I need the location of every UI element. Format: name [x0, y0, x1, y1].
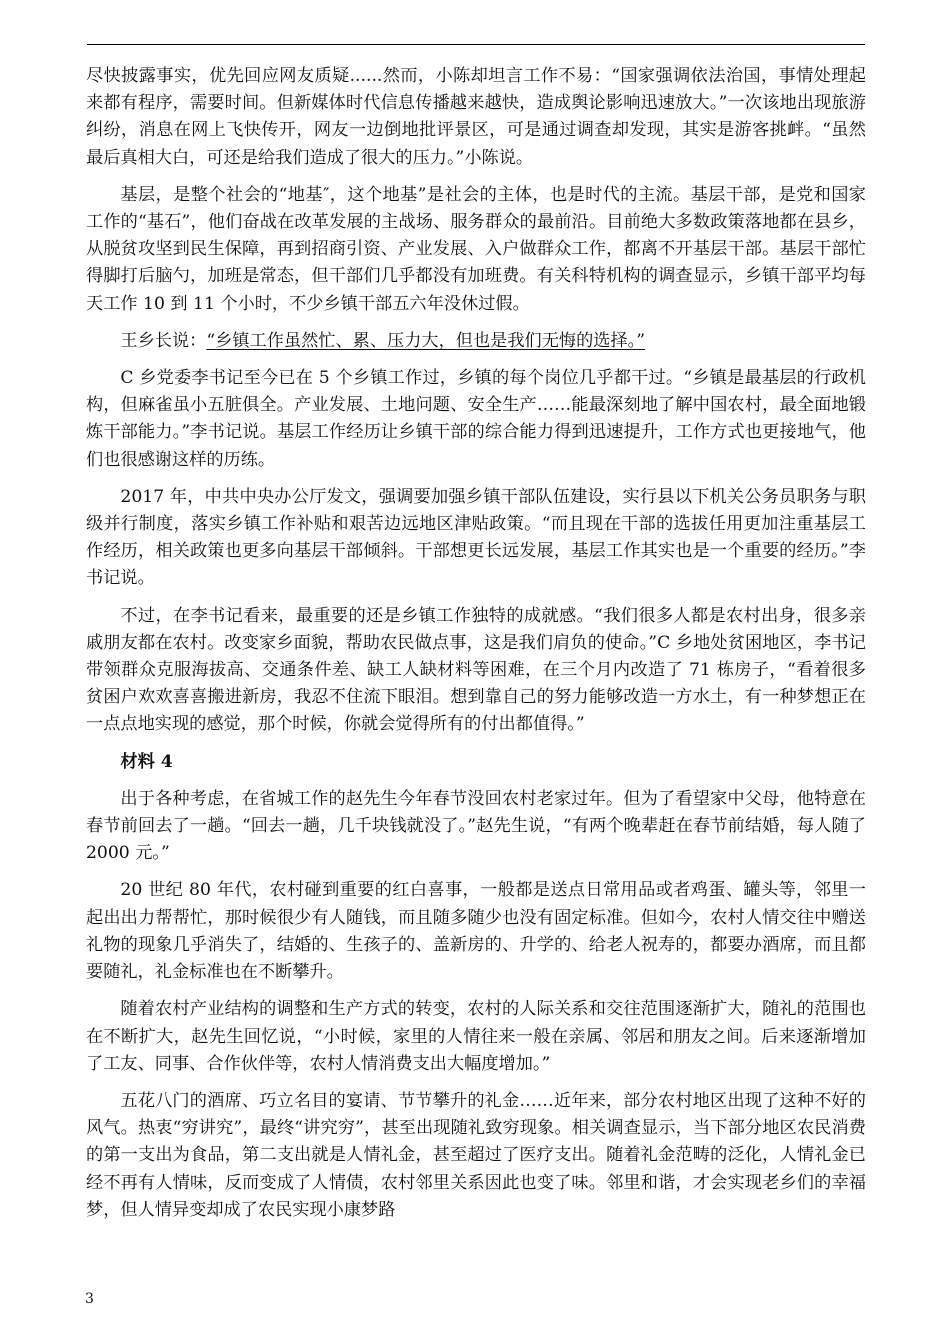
- paragraph: 尽快披露事实，优先回应网友质疑......然而，小陈却坦言工作不易：“国家强调依法治国，事情处理起来都有程序，需要时间。但新媒体时代信息传播越来越快，造成舆论影响迅速放大。”一次该地出现旅游纠纷，消息在网上飞快传开，网友一边倒地批评景区，可是通过调查却发现，其实是游客挑衅。“虽然最后真相大白，可还是给我们造成了很大的压力。”小陈说。: [86, 66, 866, 168]
- page-number: 3: [85, 1291, 94, 1307]
- header-rule: [87, 44, 865, 45]
- document-body: [86, 63, 866, 1234]
- paragraph: 出于各种考虑，在省城工作的赵先生今年春节没回农村老家过年。但为了看望家中父母，他特意在春节前回去了一趟。“回去一趟，几千块钱就没了。”赵先生说，“有两个晚辈赶在春节前结婚，每人随了 2000 元。”: [86, 788, 866, 864]
- paragraph: C 乡党委李书记至今已在 5 个乡镇工作过，乡镇的每个岗位几乎都干过。“乡镇是最基层的行政机构，但麻雀虽小五脏俱全。产业发展、土地问题、安全生产……能最深刻地了解中国农村，最全面地锻炼干部能力。”李书记说。基层工作经历让乡镇干部的综合能力得到迅速提升，工作方式也更接地气，他们也很感谢这样的历练。: [86, 368, 866, 470]
- paragraph: 随着农村产业结构的调整和生产方式的转变，农村的人际关系和交往范围逐渐扩大，随礼的范围也在不断扩大，赵先生回忆说，“小时候，家里的人情往来一般在亲属、邻居和朋友之间。后来逐渐增加了工友、同事、合作伙伴等，农村人情消费支出大幅度增加。”: [86, 999, 866, 1074]
- paragraph: 五花八门的酒席、巧立名目的宴请、节节攀升的礼金……近年来，部分农村地区出现了这种不好的风气。热衷“穷讲究”，最终“讲究穷”，甚至出现随礼致穷现象。相关调查显示，当下部分地区农民消费的第一支出为食品，第二支出就是人情礼金，甚至超过了医疗支出。随着礼金范畴的泛化，人情礼金已经不再有人情味，反而变成了人情债，农村邻里关系因此也变了味。邻里和谐，才会实现老乡们的幸福梦，但人情异变却成了农民实现小康梦路: [86, 1090, 866, 1220]
- underlined-quote: “乡镇工作虽然忙、累、压力大，但也是我们无悔的选择。”: [206, 330, 646, 351]
- quote-paragraph: [86, 328, 866, 355]
- paragraph: 2017 年，中共中央办公厅发文，强调要加强乡镇干部队伍建设，实行县以下机关公务员职务与职级并行制度，落实乡镇工作补贴和艰苦边远地区津贴政策。“而且现在干部的选拔任用更加注重基层工作经历，相关政策也更多向基层干部倾斜。干部想更长远发展，基层工作其实也是一个重要的经历。”李书记说。: [86, 486, 866, 589]
- paragraph: 基层，是整个社会的“地基″，这个地基”是社会的主体，也是时代的主流。基层干部，是党和国家工作的“基石”，他们奋战在改革发展的主战场、服务群众的最前沿。目前绝大多数政策落地都在县乡，从脱贫攻坚到民生保障，再到招商引资、产业发展、入户做群众工作，都离不开基层干部。基层干部忙得脚打后脑勺，加班是常态，但干部们几乎都没有加班费。有关科特机构的调查显示，乡镇干部平均每天工作 10 到 11 个小时，不少乡镇干部五六年没休过假。: [86, 184, 866, 314]
- paragraph: 不过，在李书记看来，最重要的还是乡镇工作独特的成就感。“我们很多人都是农村出身，很多亲戚朋友都在农村。改变家乡面貌，帮助农民做点事，这是我们肩负的使命。”C 乡地处贫困地区，李书记带领群众克服海拔高、交通条件差、缺工人缺材料等困难，在三个月内改造了 71 栋房子，“看着很多贫困户欢欢喜喜搬进新房，我忍不住流下眼泪。想到靠自己的努力能够改造一方水土，有一种梦想正在一点点地实现的感觉，那个时候，你就会觉得所有的付出都值得。”: [86, 605, 866, 735]
- quote-prefix: 王乡长说：: [120, 330, 207, 351]
- section-heading: 材料 4: [120, 751, 173, 772]
- paragraph: 20 世纪 80 年代，农村碰到重要的红白喜事，一般都是送点日常用品或者鸡蛋、罐头等，邻里一起出出力帮帮忙，那时候很少有人随钱，而且随多随少也没有固定标准。但如今，农村人情交往中赠送礼物的现象几乎消失了，结婚的、生孩子的、盖新房的、升学的、给老人祝寿的，都要办酒席，而且都要随礼，礼金标准也在不断攀升。: [86, 880, 866, 983]
